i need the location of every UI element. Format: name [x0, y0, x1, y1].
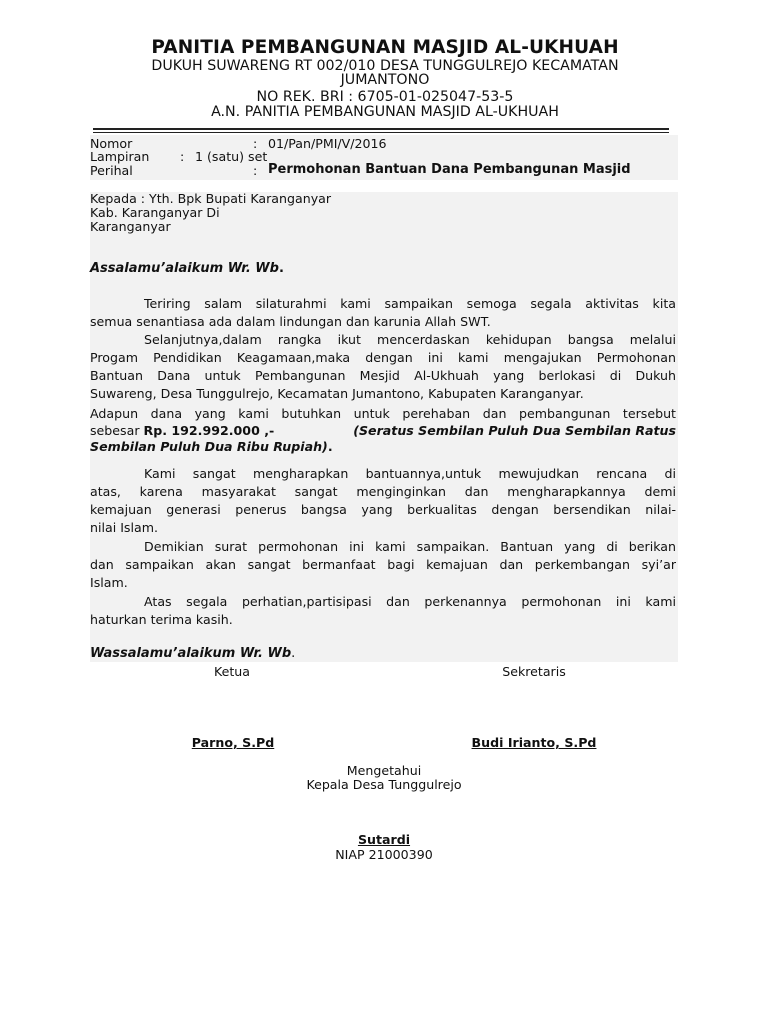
- p3-line-3: Sembilan Puluh Dua Ribu Rupiah).: [90, 439, 333, 454]
- paragraph-2: [90, 331, 676, 403]
- lampiran-label: Lampiran: [90, 149, 150, 164]
- closing-text: Wassalamu’alaikum Wr. Wb: [90, 646, 292, 661]
- p5-line-2: dan sampaikan akan sangat bermanfaat bagi kemajuan dan perkembangan syi’ar: [90, 557, 676, 572]
- p4-line-4: nilai Islam.: [90, 520, 158, 535]
- p2-line-3: Bantuan Dana untuk Pembangunan Mesjid Al-Ukhuah yang berlokasi di Dukuh: [90, 368, 676, 383]
- lampiran-value: 1 (satu) set: [195, 149, 268, 164]
- paragraph-4: [90, 465, 676, 537]
- recipient-line-1: Kepada : Yth. Bpk Bupati Karanganyar: [90, 191, 332, 206]
- p6-line-1: Atas segala perhatian,partisipasi dan perkenannya permohonan ini kami: [144, 594, 676, 609]
- kepala-desa-name: Sutardi: [357, 832, 411, 847]
- p2-line-2: Progam Pendidikan Keagamaan,maka dengan ini kami mengajukan Permohonan: [90, 350, 676, 365]
- recipient-line-2: Kab. Karanganyar Di: [90, 205, 220, 220]
- recipient-line-3: Karanganyar: [90, 219, 171, 234]
- paragraph-5: [90, 538, 676, 592]
- paragraph-3: [90, 405, 676, 423]
- amount-words-1: (Seratus Sembilan Puluh Dua Sembilan Ratus: [353, 423, 676, 438]
- address-line-2: JUMANTONO: [340, 72, 430, 89]
- kepala-desa-id: NIAP 21000390: [335, 847, 433, 862]
- amount: Rp. 192.992.000 ,-: [143, 423, 275, 438]
- acknowledge-label: Mengetahui: [346, 763, 422, 778]
- letterhead-title: PANITIA PEMBANGUNAN MASJID AL-UKHUAH: [151, 37, 619, 58]
- p4-line-3: kemajuan generasi penerus bangsa yang berkualitas dengan bersendikan nilai-: [90, 502, 676, 517]
- p3-line-2: [90, 424, 676, 439]
- p1-line-2: semua senantiasa ada dalam lindungan dan karunia Allah SWT.: [90, 314, 491, 329]
- bank-account: NO REK. BRI : 6705-01-025047-53-5: [256, 89, 514, 105]
- p2-line-4: Suwareng, Desa Tunggulrejo, Kecamatan Jumantono, Kabupaten Karanganyar.: [90, 386, 584, 401]
- sekretaris-role: Sekretaris: [502, 664, 566, 679]
- sekretaris-name: Budi Irianto, S.Pd: [471, 735, 597, 750]
- perihal-value: Permohonan Bantuan Dana Pembangunan Masjid: [268, 162, 631, 177]
- paragraph-6: [90, 593, 676, 629]
- p3-line-1: Adapun dana yang kami butuhkan untuk perehaban dan pembangunan tersebut: [90, 406, 676, 421]
- ketua-role: Ketua: [213, 664, 251, 679]
- perihal-colon: :: [253, 163, 258, 178]
- greeting-text: Assalamu’alaikum Wr. Wb: [90, 261, 279, 276]
- p5-line-3: Islam.: [90, 575, 128, 590]
- p4-line-2: atas, karena masyarakat sangat menginginkan dan mengharapkannya demi: [90, 484, 676, 499]
- p2-line-1: Selanjutnya,dalam rangka ikut mencerdaskan kehidupan bangsa melalui: [144, 332, 676, 347]
- amount-words-2: Sembilan Puluh Dua Ribu Rupiah): [90, 439, 328, 454]
- p4-line-1: Kami sangat mengharapkan bantuannya,untuk mewujudkan rencana di: [144, 466, 676, 481]
- p5-line-1: Demikian surat permohonan ini kami sampaikan. Bantuan yang di berikan: [144, 539, 676, 554]
- account-name: A.N. PANITIA PEMBANGUNAN MASJID AL-UKHUAH: [211, 104, 559, 120]
- p3-prefix: sebesar: [90, 423, 144, 438]
- letterhead-address: [90, 59, 680, 87]
- letterhead-rule-thick: [93, 128, 669, 130]
- acknowledge-role: Kepala Desa Tunggulrejo: [306, 777, 462, 792]
- perihal-label: Perihal: [90, 163, 133, 178]
- address-line-1: DUKUH SUWARENG RT 002/010 DESA TUNGGULREJO KECAMATAN: [151, 58, 619, 74]
- paragraph-1: [90, 295, 676, 331]
- nomor-value: 01/Pan/PMI/V/2016: [268, 136, 387, 151]
- greeting: Assalamu’alaikum Wr. Wb.: [90, 261, 284, 276]
- ketua-name: Parno, S.Pd: [191, 735, 275, 750]
- p1-line-1: Teriring salam silaturahmi kami sampaikan semoga segala aktivitas kita: [144, 296, 676, 311]
- letterhead-rule-thin: [93, 132, 669, 133]
- nomor-colon: :: [253, 136, 258, 151]
- closing: Wassalamu’alaikum Wr. Wb.: [90, 646, 296, 661]
- p6-line-2: haturkan terima kasih.: [90, 612, 233, 627]
- nomor-label: Nomor: [90, 136, 133, 151]
- lampiran-colon: :: [180, 149, 185, 164]
